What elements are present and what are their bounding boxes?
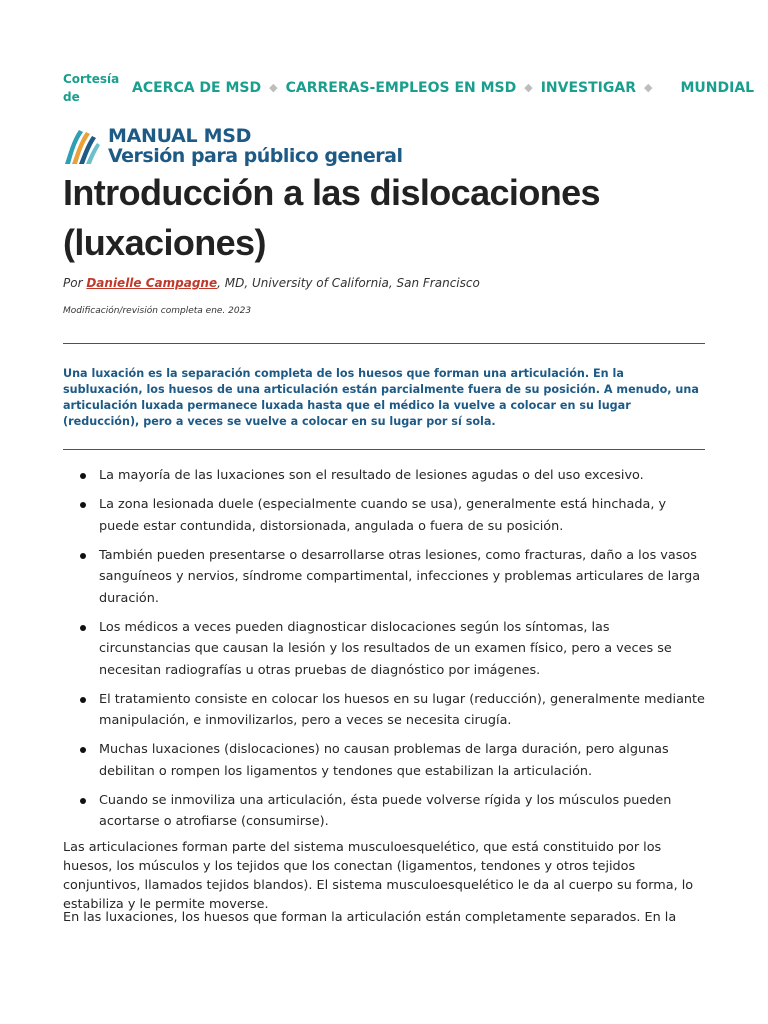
- byline-prefix: Por: [63, 276, 83, 290]
- summary-text: Una luxación es la separación completa de los huesos que forman una articulación. En la subluxación, los huesos de una articulación están parcialmente fuera de su posición. A menudo, una articulación luxada permanece luxada hasta que el médico la vuelve a colocar en su lugar (reducción), pero a veces se vuelve a colocar en su lugar por sí sola.: [63, 367, 699, 428]
- bullet-icon: [80, 747, 86, 753]
- logo-title: MANUAL MSD: [108, 125, 252, 147]
- list-item-text: Muchas luxaciones (dislocaciones) no causan problemas de larga duración, pero algunas debilitan o rompen los ligamentos y tendones que estabilizan la articulación.: [99, 742, 669, 779]
- logo-subtitle: Versión para público general: [108, 145, 403, 167]
- courtesy-label: Cortesía de: [63, 72, 120, 104]
- nav-link-carreras[interactable]: CARRERAS-EMPLEOS EN MSD: [285, 80, 517, 96]
- divider: [63, 343, 705, 344]
- modified-date: Modificación/revisión completa ene. 2023: [63, 306, 252, 316]
- list-item: [63, 739, 705, 782]
- list-item: [63, 494, 705, 537]
- list-item-text: Los médicos a veces pueden diagnosticar dislocaciones según los síntomas, las circunstancias que causan la lesión y los resultados de un examen físico, pero a veces se necesitan radiografías u otras pruebas de diagnóstico por imágenes.: [99, 619, 672, 678]
- list-item-text: La mayoría de las luxaciones son el resultado de lesiones agudas o del uso excesivo.: [99, 468, 644, 483]
- nav-separator-icon: ◆: [524, 81, 533, 94]
- body-paragraph: En las luxaciones, los huesos que forman la articulación están completamente separados. En la: [63, 910, 677, 925]
- page-title: Introducción a las dislocaciones (luxaciones): [63, 172, 600, 263]
- bullet-icon: [80, 502, 86, 508]
- byline: [63, 276, 480, 290]
- body-paragraph: Las articulaciones forman parte del sistema musculoesquelético, que está constituido por los huesos, los músculos y los tejidos que los conectan (ligamentos, tendones y otros tejidos conjuntivos, llamados tejidos blandos). El sistema musculoesquelético le da al cuerpo su forma, lo estabiliza y le permite moverse.: [63, 840, 694, 912]
- list-item: [63, 617, 705, 682]
- list-item: [63, 790, 705, 833]
- list-item: [63, 465, 705, 487]
- key-points-list: [63, 465, 705, 840]
- nav-link-mundial[interactable]: MUNDIAL: [680, 80, 755, 96]
- author-link[interactable]: Danielle Campagne: [86, 276, 218, 290]
- nav-separator-icon: ◆: [644, 81, 653, 94]
- list-item-text: También pueden presentarse o desarrollarse otras lesiones, como fracturas, daño a los vasos sanguíneos y nervios, síndrome compartimental, infecciones y problemas articulares de larga duración.: [99, 547, 701, 606]
- bullet-icon: [80, 697, 86, 703]
- list-item: [63, 545, 705, 610]
- divider: [63, 449, 705, 450]
- nav-separator-icon: ◆: [269, 81, 278, 94]
- bullet-icon: [80, 625, 86, 631]
- nav-link-acerca[interactable]: ACERCA DE MSD: [132, 80, 262, 96]
- msd-logo-icon: [63, 126, 101, 166]
- byline-affiliation: , MD, University of California, San Francisco: [217, 276, 480, 290]
- bullet-icon: [80, 553, 86, 559]
- bullet-icon: [80, 798, 86, 804]
- bullet-icon: [80, 473, 86, 479]
- list-item: [63, 689, 705, 732]
- top-navigation: [63, 70, 755, 110]
- list-item-text: Cuando se inmoviliza una articulación, ésta puede volverse rígida y los músculos pueden acortarse o atrofiarse (consumirse).: [99, 792, 672, 829]
- list-item-text: La zona lesionada duele (especialmente cuando se usa), generalmente está hinchada, y puede estar contundida, distorsionada, angulada o fuera de su posición.: [99, 497, 667, 534]
- nav-link-investigar[interactable]: INVESTIGAR: [540, 80, 636, 96]
- list-item-text: El tratamiento consiste en colocar los huesos en su lugar (reducción), generalmente mediante manipulación, e inmovilizarlos, pero a veces se necesita cirugía.: [99, 691, 705, 728]
- nav-links: [132, 80, 754, 96]
